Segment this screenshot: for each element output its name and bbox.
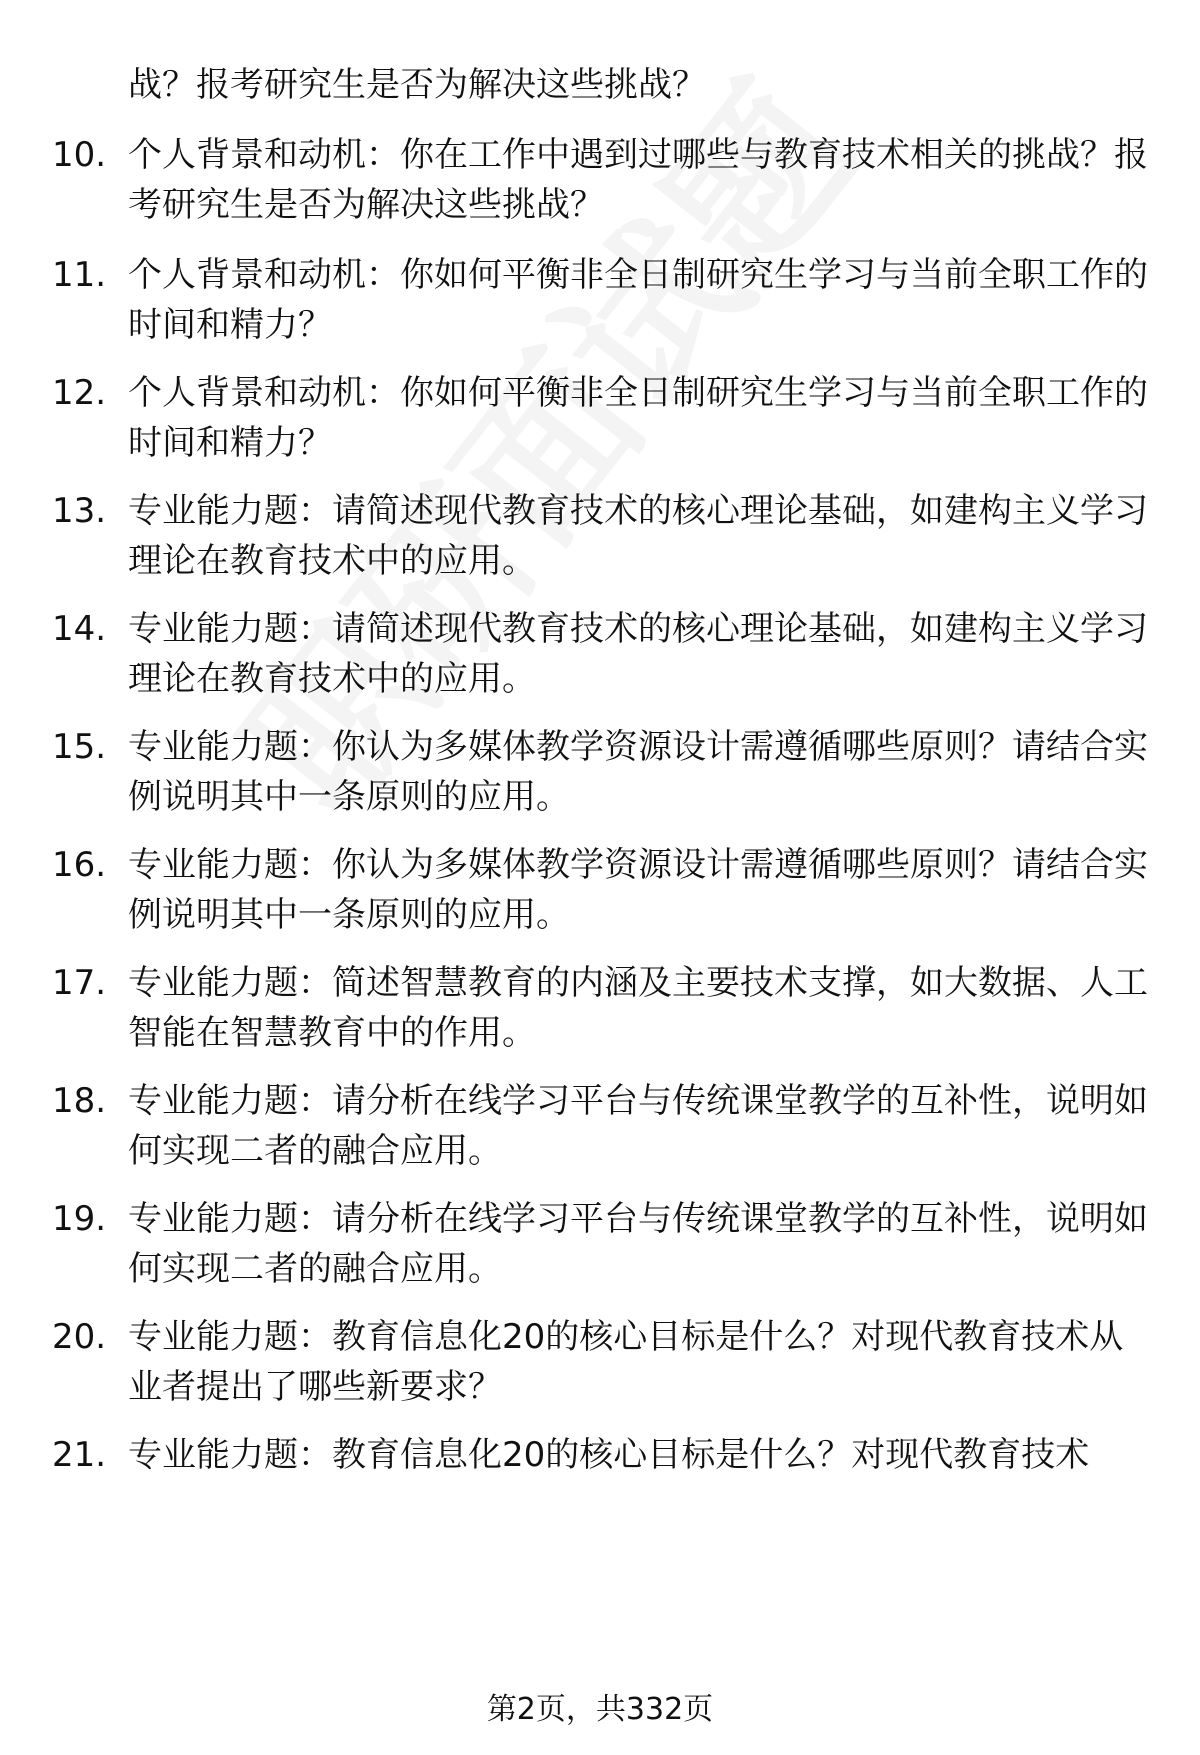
item-number: 18. <box>52 1081 107 1121</box>
item-text: 个人背景和动机：你如何平衡非全日制研究生学习与当前全职工作的时间和精力？ <box>128 255 1148 345</box>
item-number: 15. <box>52 727 107 767</box>
item-number: 14. <box>52 609 107 649</box>
continuation-text: 战？报考研究生是否为解决这些挑战？ <box>128 65 706 105</box>
item-number: 17. <box>52 963 107 1003</box>
item-number: 20. <box>52 1317 107 1357</box>
item-text: 专业能力题：请分析在线学习平台与传统课堂教学的互补性，说明如何实现二者的融合应用。 <box>128 1199 1148 1289</box>
item-number: 21. <box>52 1435 107 1475</box>
item-text: 专业能力题：请分析在线学习平台与传统课堂教学的互补性，说明如何实现二者的融合应用。 <box>128 1081 1148 1171</box>
item-text: 专业能力题：你认为多媒体教学资源设计需遵循哪些原则？请结合实例说明其中一条原则的应用。 <box>128 845 1148 935</box>
item-number: 11. <box>52 255 107 295</box>
item-number: 12. <box>52 373 107 413</box>
item-text: 专业能力题：请简述现代教育技术的核心理论基础，如建构主义学习理论在教育技术中的应用。 <box>128 491 1148 581</box>
item-text: 专业能力题：教育信息化20的核心目标是什么？对现代教育技术 <box>128 1435 1090 1475</box>
item-text: 专业能力题：简述智慧教育的内涵及主要技术支撑，如大数据、人工智能在智慧教育中的作用。 <box>128 963 1148 1053</box>
item-text: 专业能力题：请简述现代教育技术的核心理论基础，如建构主义学习理论在教育技术中的应用。 <box>128 609 1148 699</box>
item-text: 专业能力题：教育信息化20的核心目标是什么？对现代教育技术从业者提出了哪些新要求？ <box>128 1317 1124 1407</box>
item-number: 13. <box>52 491 107 531</box>
item-number: 19. <box>52 1199 107 1239</box>
item-text: 个人背景和动机：你如何平衡非全日制研究生学习与当前全职工作的时间和精力？ <box>128 373 1148 463</box>
item-text: 专业能力题：你认为多媒体教学资源设计需遵循哪些原则？请结合实例说明其中一条原则的应用。 <box>128 727 1148 817</box>
page-footer: 第2页，共332页 <box>486 1692 714 1727</box>
item-text: 个人背景和动机：你在工作中遇到过哪些与教育技术相关的挑战？报考研究生是否为解决这些挑战？ <box>128 135 1148 225</box>
item-number: 10. <box>52 135 107 175</box>
item-number: 16. <box>52 845 107 885</box>
